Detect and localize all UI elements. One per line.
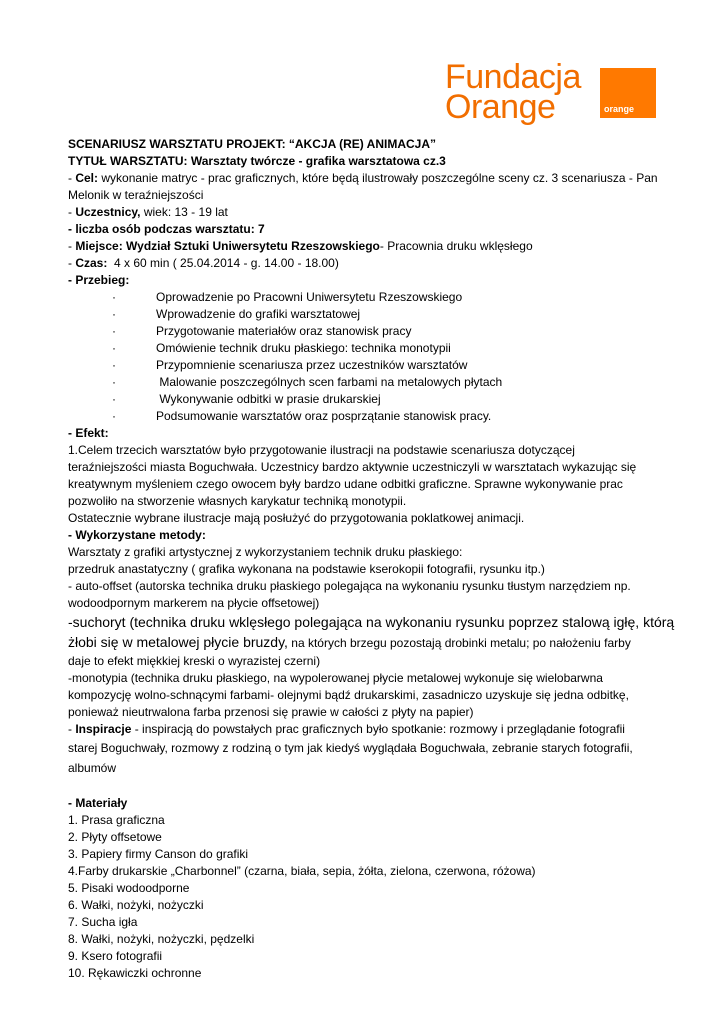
materials-item: 4.Farby drukarskie „Charbonnel” (czarna, biała, sepia, żółta, zielona, czerwona, różowa) xyxy=(68,864,536,878)
list-item: · Wykonywanie odbitki w prasie drukarskiej xyxy=(112,392,381,406)
materials-item: 7. Sucha igła xyxy=(68,915,138,929)
list-item: · Malowanie poszczególnych scen farbami na metalowych płytach xyxy=(112,375,503,389)
logo-line-2: Orange xyxy=(445,88,556,126)
inspiration-line-1: - Inspiracje - inspiracją do powstałych prac graficznych było spotkanie: rozmowy i przeglądanie fotografii xyxy=(68,722,625,736)
list-item: · Przypomnienie scenariusza przez uczestników warsztatów xyxy=(112,358,468,372)
workshop-title-value: Warsztaty twórcze - grafika warsztatowa cz.3 xyxy=(190,154,446,168)
methods-line: Warsztaty z grafiki artystycznej z wykorzystaniem technik druku płaskiego: xyxy=(68,545,463,559)
drypoint-line-3: daje to efekt miękkiej kreski o wyrazistej czerni) xyxy=(68,654,321,668)
drypoint-line-1: -suchoryt (technika druku wklęsłego polegająca na wykonaniu rysunku poprzez stalową igłę, którą xyxy=(68,614,675,630)
logo-line-1: Fundacja xyxy=(445,58,581,96)
methods-line: wodoodpornym markerem na płycie offsetowej) xyxy=(68,596,320,610)
monotype-line: -monotypia (technika druku płaskiego, na wypolerowanej płycie metalowej wykonuje się wielobarwna xyxy=(68,671,603,685)
workshop-title-label: TYTUŁ WARSZTATU: xyxy=(68,154,188,168)
goal-text-2: Melonik w teraźniejszości xyxy=(68,188,204,202)
logo-wordmark xyxy=(445,58,581,126)
effect-line: 1.Celem trzecich warsztatów było przygotowanie ilustracji na podstawie scenariusza dotyczącej xyxy=(68,443,575,457)
inspiration-line-2: starej Boguchwały, rozmowy z rodziną o tym jak kiedyś wyglądała Boguchwała, zebranie starych fotografii, xyxy=(68,741,633,755)
goal-label: Cel: xyxy=(75,171,99,185)
participants-label: Uczestnicy, xyxy=(75,205,141,219)
participants-value: wiek: 13 - 19 lat xyxy=(143,205,228,219)
monotype-line: ponieważ nieutrwalona farba przenosi się prawie w całości z płyty na papier) xyxy=(68,705,474,719)
drypoint-line-2: żłobi się w metalowej płycie bruzdy, na których brzegu pozostają drobinki metalu; po nałożeniu farby xyxy=(68,634,631,650)
methods-line: - auto-offset (autorska technika druku płaskiego polegająca na wykonaniu rysunku tłustym narzędziem np. xyxy=(68,579,631,593)
place-label: Miejsce: Wydział Sztuki Uniwersytetu Rzeszowskiego xyxy=(75,239,380,253)
materials-label: - Materiały xyxy=(68,796,128,810)
effect-line: teraźniejszości miasta Boguchwała. Uczestnicy bardzo aktywnie uczestniczyli w warsztatach wykazując się xyxy=(68,460,637,474)
materials-item: 1. Prasa graficzna xyxy=(68,813,165,827)
goal-text-1: wykonanie matryc - prac graficznych, które będą ilustrowały poszczególne sceny cz. 3 scenariusza - Pan xyxy=(101,171,658,185)
goal-line: - Cel: wykonanie matryc - prac graficznych, które będą ilustrowały poszczególne sceny cz. 3 scenariusza - Pan xyxy=(68,171,658,185)
monotype-line: kompozycję wolno-schnącymi farbami- olejnymi bądź drukarskimi, zasadniczo uzyskuje się jedna odbitkę, xyxy=(68,688,629,702)
time-label: Czas: xyxy=(75,256,108,270)
participant-count: - liczba osób podczas warsztatu: 7 xyxy=(68,222,265,236)
materials-item: 8. Wałki, nożyki, nożyczki, pędzelki xyxy=(68,932,255,946)
list-item: · Podsumowanie warsztatów oraz posprzątanie stanowisk pracy. xyxy=(112,409,492,423)
materials-item: 2. Płyty offsetowe xyxy=(68,830,162,844)
materials-item: 5. Pisaki wodoodporne xyxy=(68,881,190,895)
logo-badge-text: orange xyxy=(604,104,635,114)
time-line: - Czas: 4 x 60 min ( 25.04.2014 - g. 14.00 - 18.00) xyxy=(68,256,339,270)
participants-line: - Uczestnicy, wiek: 13 - 19 lat xyxy=(68,205,228,219)
inspiration-line-3: albumów xyxy=(68,761,117,775)
inspiration-label: Inspiracje xyxy=(75,722,132,736)
list-item: · Oprowadzenie po Pracowni Uniwersytetu Rzeszowskiego xyxy=(112,290,463,304)
list-item: · Wprowadzenie do grafiki warsztatowej xyxy=(112,307,361,321)
effect-line: kreatywnym myśleniem czego owocem były bardzo udane odbitki graficzne. Sprawne wykonywanie prac xyxy=(68,477,623,491)
methods-line: przedruk anastatyczny ( grafika wykonana na podstawie kserokopii fotografii, rysunku itp.) xyxy=(68,562,545,576)
materials-item: 6. Wałki, nożyki, nożyczki xyxy=(68,898,204,912)
orange-logo-icon xyxy=(600,68,656,118)
list-item: · Omówienie technik druku płaskiego: technika monotypii xyxy=(112,341,451,355)
time-value: 4 x 60 min ( 25.04.2014 - g. 14.00 - 18.00) xyxy=(114,256,339,270)
course-label: - Przebieg: xyxy=(68,273,130,287)
list-item: · Przygotowanie materiałów oraz stanowisk pracy xyxy=(112,324,412,338)
workshop-title xyxy=(68,153,668,170)
materials-item: 9. Ksero fotografii xyxy=(68,949,163,963)
document-title: SCENARIUSZ WARSZTATU PROJEKT: “AKCJA (RE) ANIMACJA” xyxy=(68,137,437,151)
effect-label: - Efekt: xyxy=(68,426,109,440)
document-body xyxy=(68,136,675,982)
effect-line: Ostatecznie wybrane ilustracje mają posłużyć do przygotowania poklatkowej animacji. xyxy=(68,511,525,525)
materials-item: 3. Papiery firmy Canson do grafiki xyxy=(68,847,249,861)
methods-label: - Wykorzystane metody: xyxy=(68,528,206,542)
place-value: - Pracownia druku wklęsłego xyxy=(379,239,533,253)
materials-item: 10. Rękawiczki ochronne xyxy=(68,966,202,980)
place-line: - Miejsce: Wydział Sztuki Uniwersytetu Rzeszowskiego- Pracownia druku wklęsłego xyxy=(68,239,533,253)
effect-line: pozwoliło na stworzenie własnych karykatur techniką monotypii. xyxy=(68,494,407,508)
